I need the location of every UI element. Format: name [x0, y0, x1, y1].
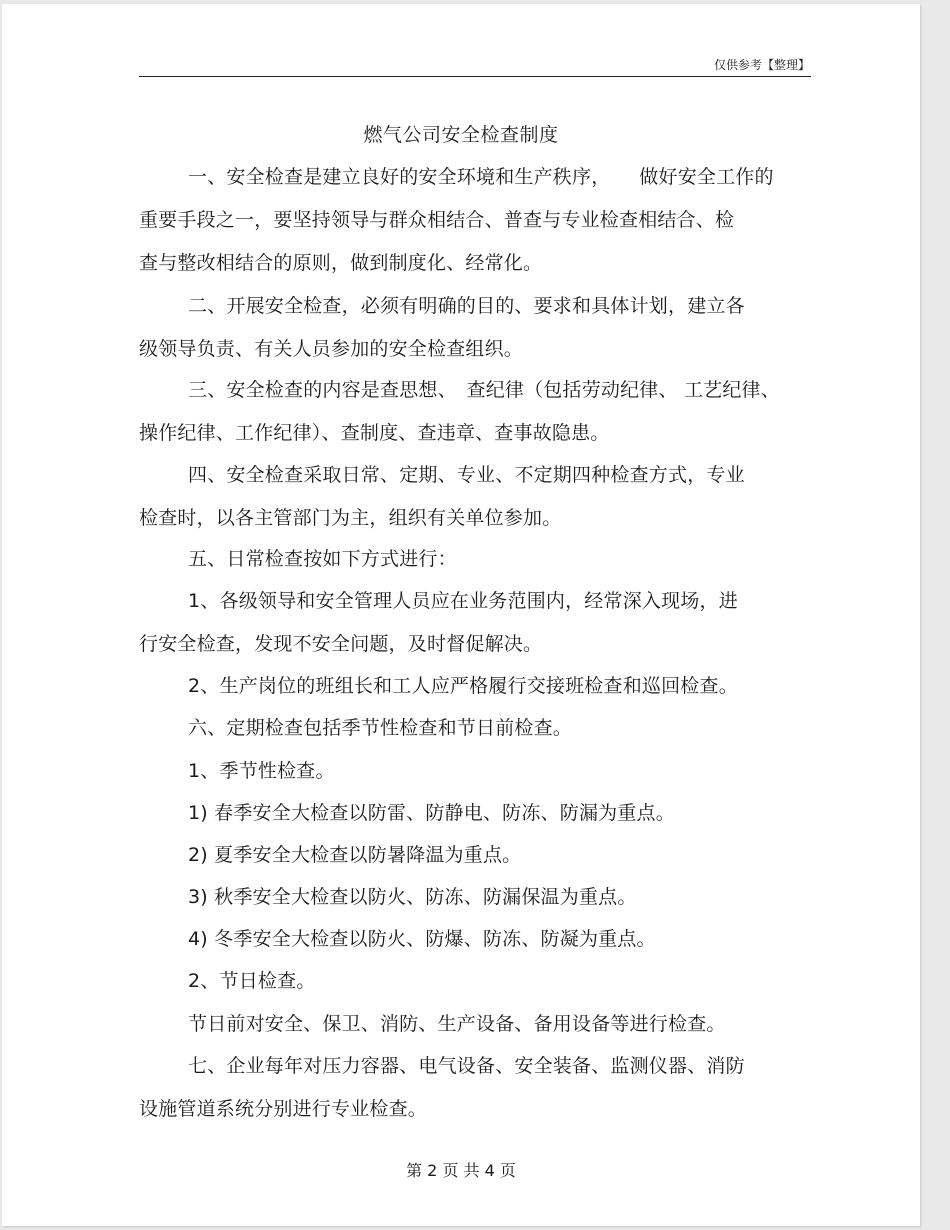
paragraph-line: 节日前对安全、保卫、消防、生产设备、备用设备等进行检查。	[188, 1013, 726, 1035]
paragraph-line: 级领导负责、有关人员参加的安全检查组织。	[139, 338, 524, 360]
paragraph-line: 4) 冬季安全大检查以防火、防爆、防冻、防凝为重点。	[188, 928, 656, 950]
document-page	[2, 4, 920, 1226]
paragraph-line: 行安全检查，发现不安全问题，及时督促解决。	[139, 633, 543, 655]
paragraph-line: 三、安全检查的内容是查思想、 查纪律（包括劳动纪律、 工艺纪律、	[188, 379, 780, 401]
paragraph-line: 2) 夏季安全大检查以防暑降温为重点。	[188, 844, 522, 866]
paragraph-line: 一、安全检查是建立良好的安全环境和生产秩序， 做好安全工作的	[188, 166, 774, 188]
paragraph-line: 1、季节性检查。	[188, 760, 335, 782]
document-title: 燃气公司安全检查制度	[363, 124, 559, 146]
paragraph-line: 设施管道系统分别进行专业检查。	[139, 1098, 428, 1120]
header-note: 仅供参考【整理】	[713, 58, 810, 72]
paragraph-line: 2、节日检查。	[188, 970, 316, 992]
paragraph-line: 五、日常检查按如下方式进行：	[188, 548, 457, 570]
paragraph-line: 检查时，以各主管部门为主，组织有关单位参加。	[139, 507, 562, 529]
paragraph-line: 3) 秋季安全大检查以防火、防冻、防漏保温为重点。	[188, 886, 637, 908]
paragraph-line: 查与整改相结合的原则，做到制度化、经常化。	[139, 252, 543, 274]
paragraph-line: 重要手段之一，要坚持领导与群众相结合、普查与专业检查相结合、检	[139, 209, 735, 231]
paragraph-line: 1) 春季安全大检查以防雷、防静电、防冻、防漏为重点。	[188, 802, 675, 824]
paragraph-line: 六、定期检查包括季节性检查和节日前检查。	[188, 717, 573, 739]
page-number-footer: 第 2 页 共 4 页	[406, 1161, 516, 1180]
paragraph-line: 七、企业每年对压力容器、电气设备、安全装备、监测仪器、消防	[188, 1055, 745, 1077]
paragraph-line: 四、安全检查采取日常、定期、专业、不定期四种检查方式，专业	[188, 464, 745, 486]
header-rule	[139, 76, 811, 77]
paragraph-line: 操作纪律、工作纪律）、查制度、查违章、查事故隐患。	[139, 422, 610, 444]
paragraph-line: 二、开展安全检查，必须有明确的目的、要求和具体计划，建立各	[188, 295, 745, 317]
paragraph-line: 2、生产岗位的班组长和工人应严格履行交接班检查和巡回检查。	[188, 675, 738, 697]
paragraph-line: 1、各级领导和安全管理人员应在业务范围内，经常深入现场，进	[188, 590, 738, 612]
